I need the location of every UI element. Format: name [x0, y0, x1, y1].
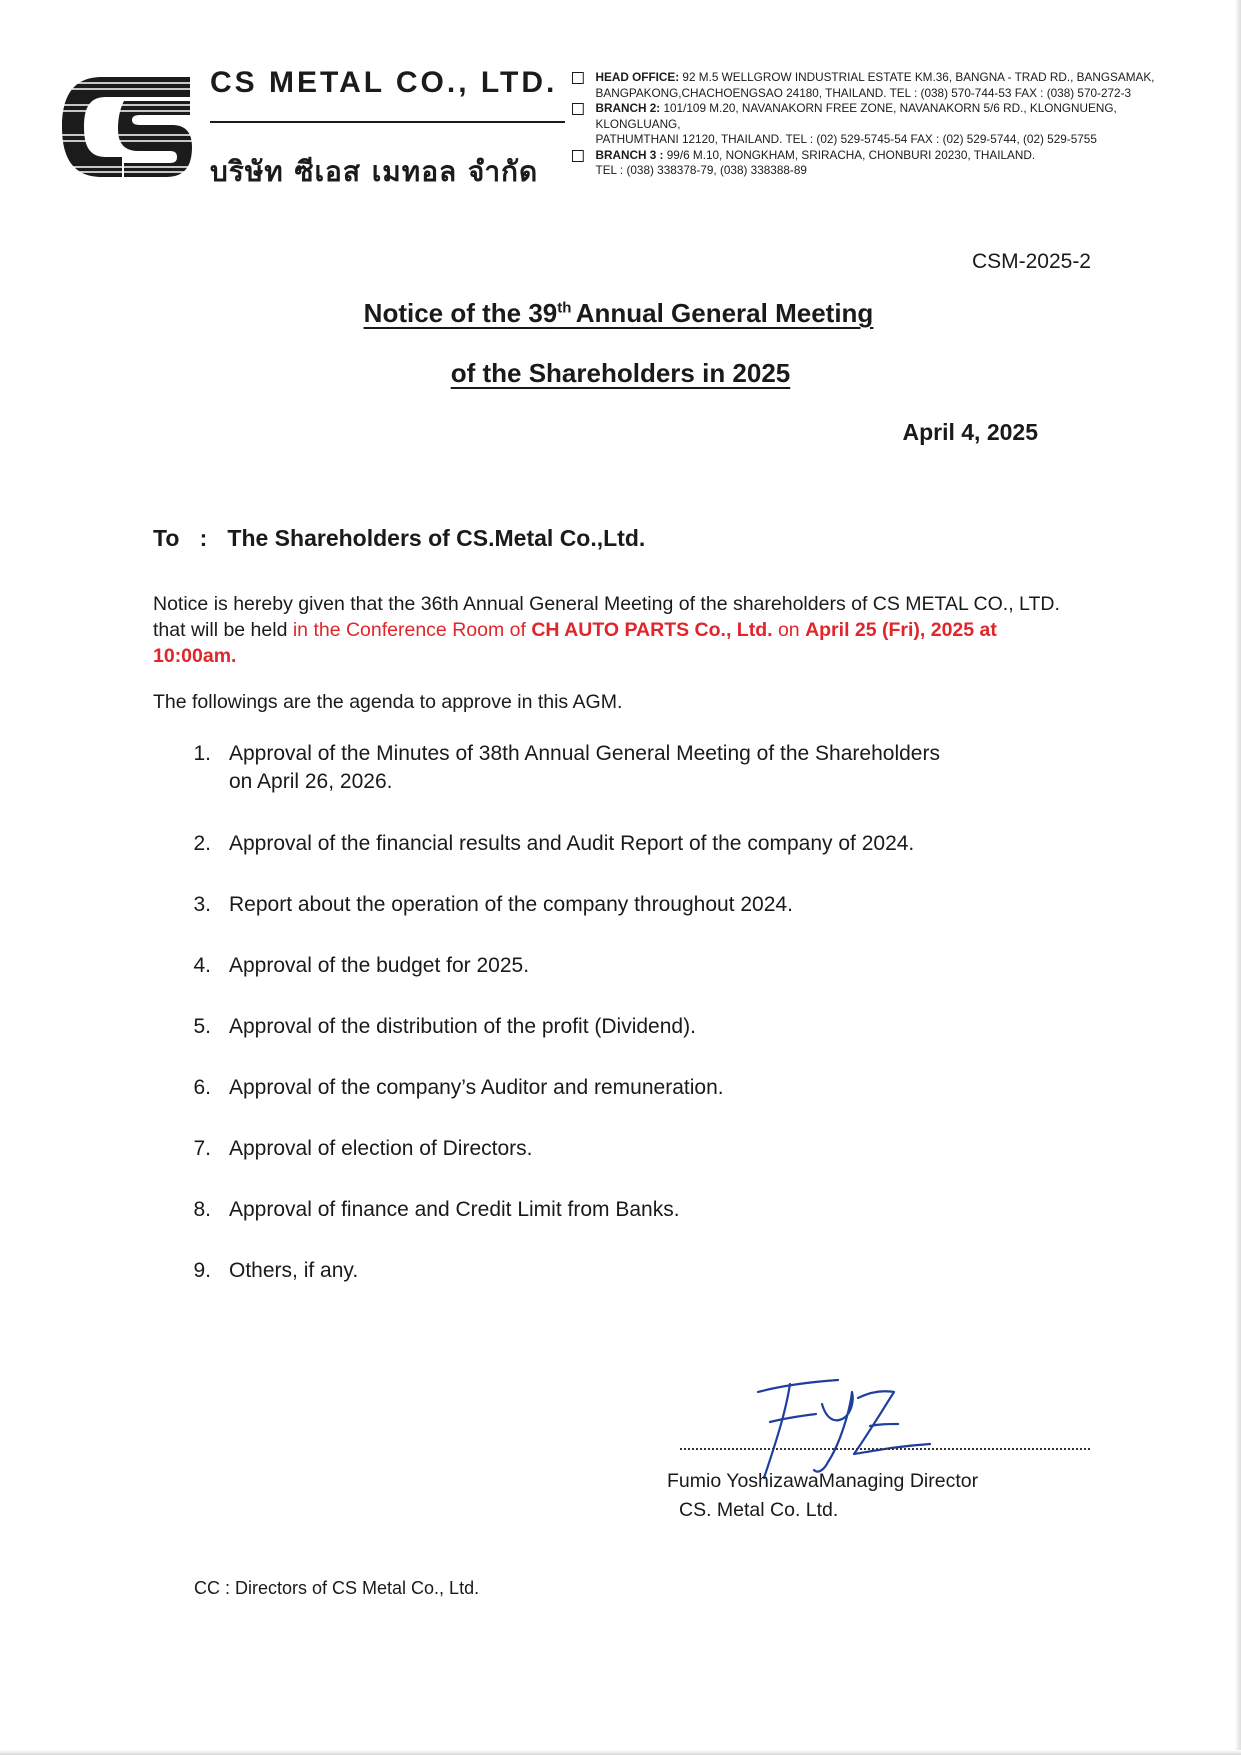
venue-name: CH AUTO PARTS Co., Ltd. [531, 619, 773, 641]
checkbox-icon [572, 150, 584, 162]
notice-title-line-1 [0, 298, 1241, 329]
agenda-list [186, 740, 1046, 1285]
agenda-text: Approval of the distribution of the profit (Dividend). [229, 1015, 696, 1038]
addressee: The Shareholders of CS.Metal Co.,Ltd. [227, 525, 646, 551]
office-addresses [572, 70, 1175, 179]
scan-edge [0, 1750, 1241, 1755]
branch-2-address [572, 101, 1175, 148]
agenda-number: 8. [193, 1198, 211, 1221]
agenda-item [186, 830, 1046, 858]
agenda-number: 7. [193, 1137, 211, 1160]
agenda-text: Approval of the financial results and Audit Report of the company of 2024. [229, 832, 915, 855]
agenda-number: 4. [193, 954, 211, 977]
letterhead-divider [210, 121, 565, 123]
agenda-text: Report about the operation of the company throughout 2024. [229, 893, 793, 916]
checkbox-icon [572, 103, 584, 115]
agenda-text: Approval of the Minutes of 38th Annual General Meeting of the Shareholders [229, 742, 940, 765]
office-label: HEAD OFFICE: [595, 70, 680, 84]
scan-edge [1235, 0, 1241, 1755]
venue-text: on [772, 619, 806, 641]
notice-date: April 4, 2025 [902, 419, 1038, 445]
agenda-item [186, 1013, 1046, 1041]
agenda-text: Approval of election of Directors. [229, 1137, 533, 1160]
office-line: TEL : (038) 338378-79, (038) 338388-89 [595, 163, 807, 177]
agenda-item [186, 891, 1046, 919]
addressee-line [153, 525, 645, 552]
agenda-text: Others, if any. [229, 1259, 359, 1282]
agenda-item [186, 1196, 1046, 1224]
agenda-number: 3. [193, 893, 211, 916]
checkbox-icon [572, 72, 584, 84]
signer-name-title: Fumio YoshizawaManaging Director [667, 1470, 979, 1492]
agenda-item [186, 740, 1046, 796]
venue-text: in the Conference Room of [292, 619, 532, 641]
head-office-address [572, 70, 1175, 101]
office-label: BRANCH 2: [595, 101, 661, 115]
office-line: 92 M.5 WELLGROW INDUSTRIAL ESTATE KM.36, BANGNA - TRAD RD., BANGSAMAK, [682, 70, 1155, 84]
to-label: To [153, 525, 180, 551]
title-text: of the Shareholders in 2025 [450, 358, 791, 388]
office-line: 99/6 M.10, NONGKHAM, SRIRACHA, CHONBURI 20230, THAILAND. [666, 147, 1036, 162]
agenda-number: 9. [193, 1259, 211, 1282]
title-text: Annual General Meeting [569, 298, 874, 328]
notice-title-line-2 [0, 358, 1241, 389]
title-ordinal: th [557, 299, 572, 317]
title-text: Notice of the 39 [363, 298, 558, 328]
office-line: 101/109 M.20, NAVANAKORN FREE ZONE, NAVANAKORN 5/6 RD., KLONGNUENG, KLONGLUANG, [595, 101, 1117, 131]
agenda-text: Approval of finance and Credit Limit from Banks. [229, 1198, 680, 1221]
agenda-intro: The followings are the agenda to approve in this AGM. [153, 691, 623, 713]
notice-text: Notice is hereby given that the 36th Annual General Meeting of the shareholders of CS METAL CO., LTD. that will be held [153, 593, 1060, 641]
office-line: PATHUMTHANI 12120, THAILAND. TEL : (02) 529-5745-54 FAX : (02) 529-5744, (02) 529-5755 [595, 132, 1097, 146]
office-line: BANGPAKONG,CHACHOENGSAO 24180, THAILAND. TEL : (038) 570-744-53 FAX : (038) 570-272-3 [595, 85, 1132, 100]
document-number: CSM-2025-2 [971, 250, 1091, 273]
office-label: BRANCH 3 : [595, 147, 664, 162]
meeting-datetime: April 25 (Fri), 2025 at 10:00am. [153, 619, 997, 667]
company-name-english: CS METAL CO., LTD. [210, 66, 558, 99]
agenda-item [186, 952, 1046, 980]
agenda-number: 1. [193, 742, 211, 765]
agenda-text: Approval of the company’s Auditor and remuneration. [229, 1076, 724, 1099]
agenda-number: 2. [193, 832, 211, 855]
cc-line: CC : Directors of CS Metal Co., Ltd. [194, 1578, 480, 1598]
signer-company: CS. Metal Co. Ltd. [679, 1499, 839, 1521]
agenda-item [186, 1074, 1046, 1102]
agenda-text: Approval of the budget for 2025. [229, 954, 530, 977]
agenda-item [186, 1257, 1046, 1285]
agenda-item [186, 1135, 1046, 1163]
company-name-thai: บริษัท ซีเอส เมทอล จำกัด [210, 155, 539, 188]
agenda-number: 5. [193, 1015, 211, 1038]
notice-paragraph [153, 591, 1083, 669]
to-colon: : [199, 525, 208, 551]
signature-line [680, 1448, 1090, 1450]
branch-3-address [572, 148, 1175, 179]
agenda-number: 6. [193, 1076, 211, 1099]
company-logo [62, 75, 192, 180]
agenda-text: on April 26, 2026. [229, 770, 393, 793]
